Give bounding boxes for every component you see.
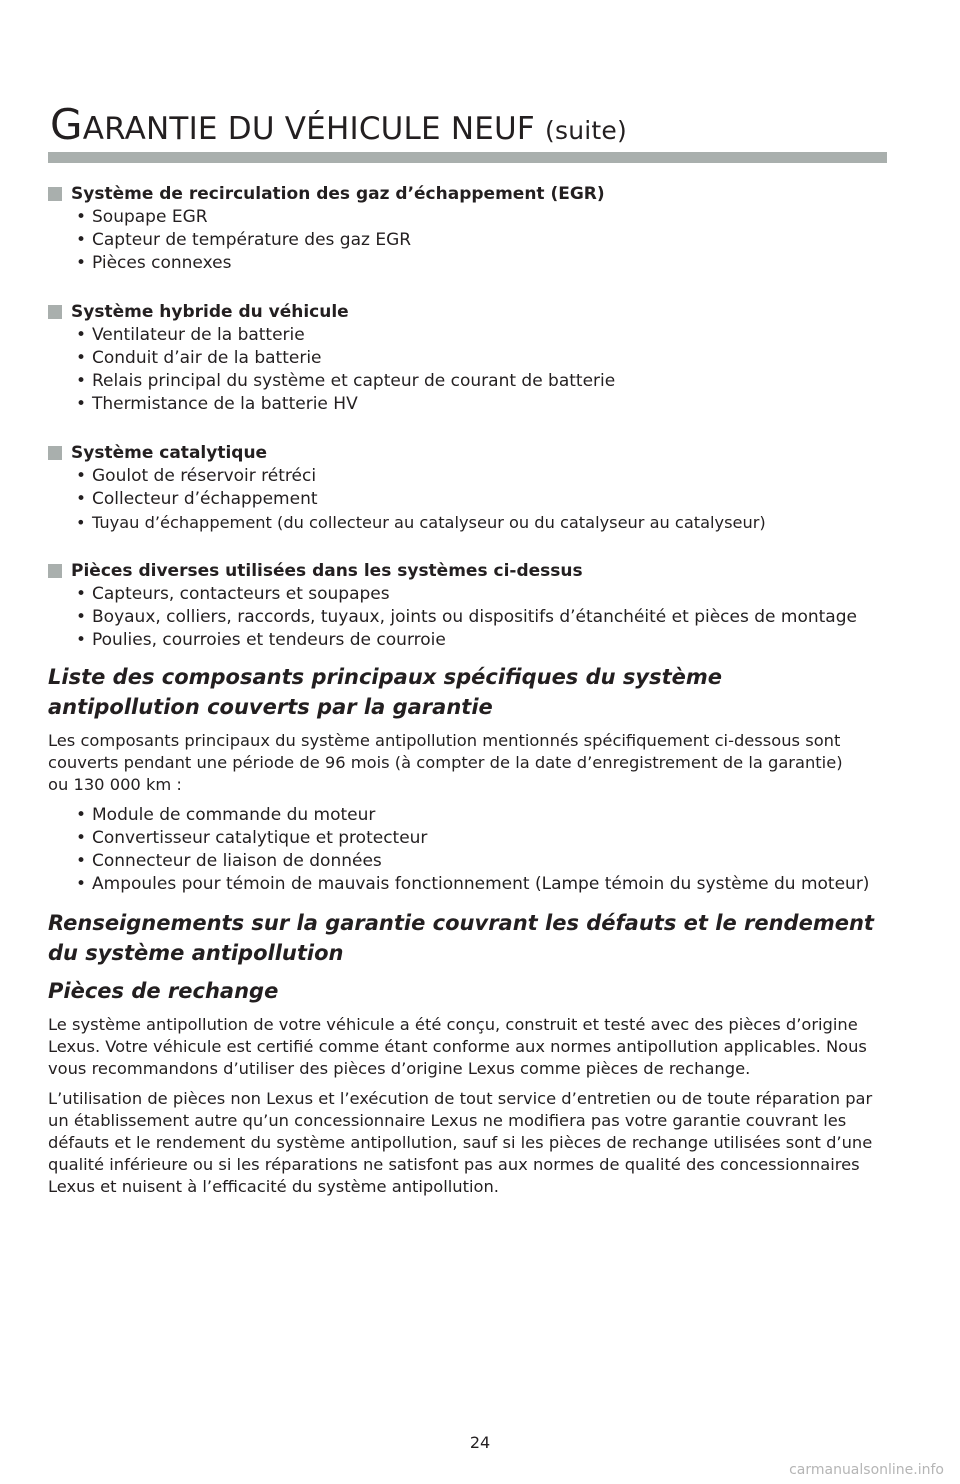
warranty-info-heading: Renseignements sur la garantie couvrant les défauts et le rendement du système antipollution bbox=[48, 911, 874, 965]
list-item: • Ventilateur de la batterie bbox=[72, 324, 893, 347]
title-initial: G bbox=[50, 100, 83, 149]
list-item: • Collecteur d’échappement bbox=[72, 488, 893, 511]
replacement-heading: Pièces de rechange bbox=[48, 979, 279, 1003]
non-lexus-paragraph: L’utilisation de pièces non Lexus et l’exécution de tout service d’entretien ou de toute réparation par un établissement autre qu’un concessionnaire Lexus ne modifiera pas votre garantie couvrant les défauts et le rendement du système antipollution, sauf si les pièces de rechange utilisées sont d’une qualité inférieure ou si les réparations ne satisfont pas aux normes de qualité des concessionnaires Lexus et nuisent à l’efficacité du système antipollution. bbox=[48, 1089, 873, 1196]
list-item: • Module de commande du moteur bbox=[72, 804, 893, 827]
square-bullet-icon bbox=[48, 446, 62, 460]
page-number: 24 bbox=[469, 1433, 491, 1452]
list-item: • Boyaux, colliers, raccords, tuyaux, joints ou dispositifs d’étanchéité et pièces de montage bbox=[72, 606, 893, 629]
section-hybrid bbox=[48, 301, 893, 416]
title-suffix: (suite) bbox=[545, 116, 627, 145]
list-item: • Soupape EGR bbox=[72, 206, 893, 229]
section-heading-text: Système de recirculation des gaz d’échappement (EGR) bbox=[71, 184, 605, 204]
list-item: • Tuyau d’échappement (du collecteur au catalyseur ou du catalyseur au catalyseur) bbox=[72, 511, 893, 534]
square-bullet-icon bbox=[48, 305, 62, 319]
item-list bbox=[48, 583, 893, 652]
list-item: • Pièces connexes bbox=[72, 252, 893, 275]
list-item: • Poulies, courroies et tendeurs de courroie bbox=[72, 629, 893, 652]
components-list bbox=[48, 804, 893, 896]
list-item: • Convertisseur catalytique et protecteur bbox=[72, 827, 893, 850]
section-misc-parts bbox=[48, 560, 893, 652]
list-item: • Goulot de réservoir rétréci bbox=[72, 465, 893, 488]
section-egr bbox=[48, 183, 893, 275]
list-item: • Conduit d’air de la batterie bbox=[72, 347, 893, 370]
section-heading-text: Système catalytique bbox=[71, 443, 268, 463]
components-heading: Liste des composants principaux spécifiques du système antipollution couverts par la garantie bbox=[48, 665, 723, 719]
section-catalytic bbox=[48, 442, 893, 534]
list-item: • Capteur de température des gaz EGR bbox=[72, 229, 893, 252]
watermark: carmanualsonline.info bbox=[789, 1462, 944, 1478]
section-heading-text: Système hybride du véhicule bbox=[71, 302, 349, 322]
list-item: • Thermistance de la batterie HV bbox=[72, 393, 893, 416]
section-heading bbox=[48, 301, 893, 324]
square-bullet-icon bbox=[48, 187, 62, 201]
list-item: • Capteurs, contacteurs et soupapes bbox=[72, 583, 893, 606]
page-title bbox=[50, 100, 627, 149]
item-list bbox=[48, 465, 893, 534]
replacement-paragraph: Le système antipollution de votre véhicule a été conçu, construit et testé avec des pièces d’origine Lexus. Votre véhicule est certifié comme étant conforme aux normes antipollution applicables. Nous vous recommandons d’utiliser des pièces d’origine Lexus comme pièces de rechange. bbox=[48, 1015, 867, 1078]
components-intro: Les composants principaux du système antipollution mentionnés spécifiquement ci-dessous sont couverts pendant une période de 96 mois (à compter de la date d’enregistrement de la garantie) ou 130 000 km : bbox=[48, 731, 843, 794]
list-item: • Ampoules pour témoin de mauvais fonctionnement (Lampe témoin du système du moteur) bbox=[72, 873, 893, 896]
section-heading-text: Pièces diverses utilisées dans les systèmes ci-dessus bbox=[71, 561, 583, 581]
square-bullet-icon bbox=[48, 564, 62, 578]
title-text: ARANTIE DU VÉHICULE NEUF bbox=[82, 111, 535, 147]
item-list bbox=[48, 324, 893, 416]
item-list bbox=[48, 206, 893, 275]
section-heading bbox=[48, 560, 893, 583]
list-item: • Connecteur de liaison de données bbox=[72, 850, 893, 873]
section-heading bbox=[48, 442, 893, 465]
header-rule bbox=[48, 152, 887, 163]
section-heading bbox=[48, 183, 893, 206]
list-item: • Relais principal du système et capteur de courant de batterie bbox=[72, 370, 893, 393]
page-content bbox=[48, 183, 893, 1206]
